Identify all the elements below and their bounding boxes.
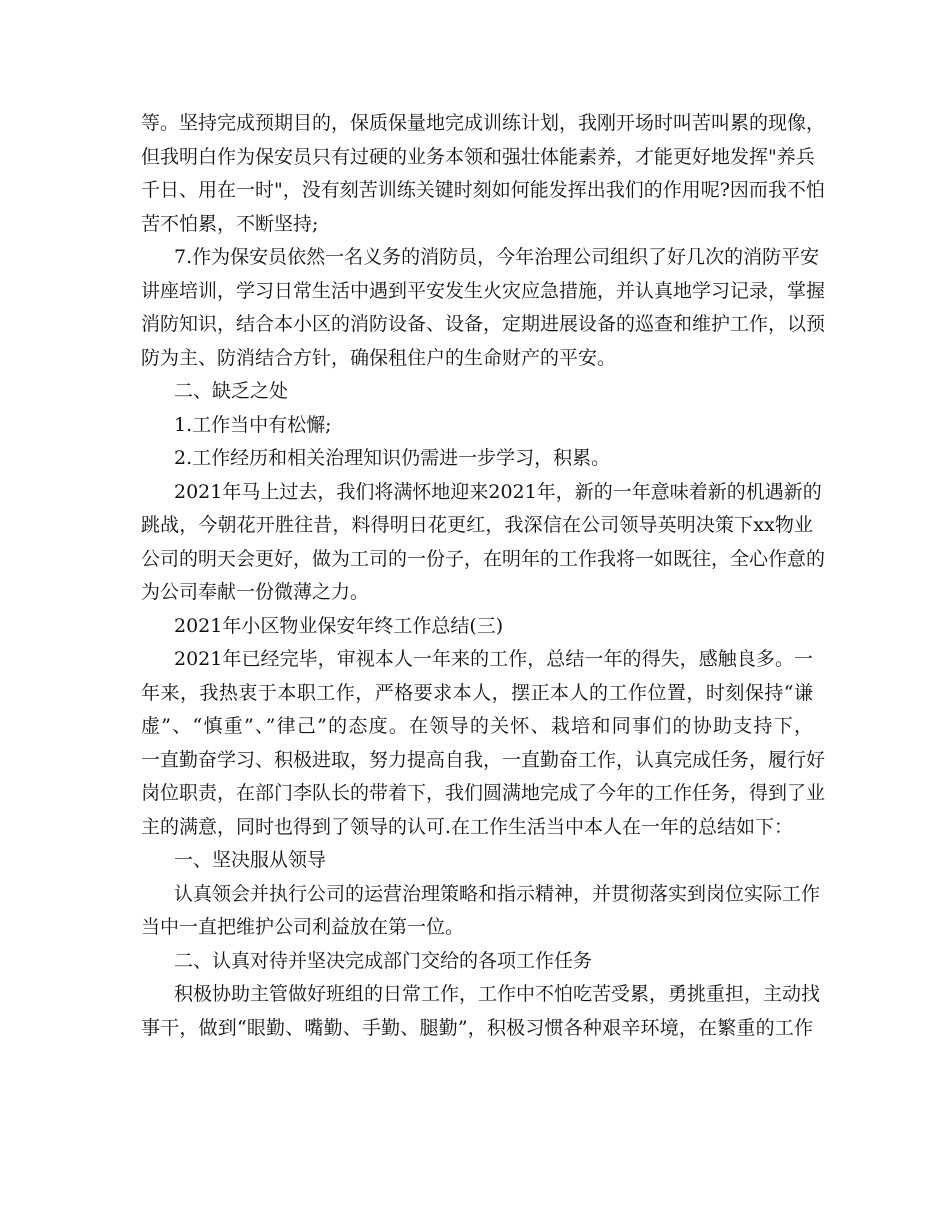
text-line: 跳战，今朝花开胜往昔，料得明日花更红，我深信在公司领导英明决策下xx物业: [141, 514, 813, 536]
text-line: 2021年马上过去，我们将满怀地迎来2021年，新的一年意味着新的机遇新的: [174, 480, 822, 503]
section-heading: 一、坚决服从领导: [174, 849, 327, 871]
text-line: 7.作为保安员依然一名义务的消防员，今年治理公司组织了好几次的消防平安: [174, 246, 820, 268]
text-line: 讲座培训，学习日常生活中遇到平安发生火灾应急措施，并认真地学习记录，掌握: [141, 279, 826, 302]
text-line: 年来，我热衷于本职工作，严格要求本人，摆正本人的工作位置，时刻保持“谦: [141, 681, 813, 704]
text-line: 消防知识，结合本小区的消防设备、设备，定期进展设备的巡查和维护工作，以预: [141, 313, 826, 335]
text-line: 认真领会并执行公司的运营治理策略和指示精神，并贯彻落实到岗位实际工作: [174, 882, 821, 905]
text-line: 2.工作经历和相关治理知识仍需进一步学习，积累。: [174, 447, 611, 469]
text-line: 主的满意，同时也得到了领导的认可.在工作生活当中本人在一年的总结如下：: [141, 815, 794, 838]
section-heading: 二、缺乏之处: [174, 380, 289, 402]
text-line: 公司的明天会更好，做为工司的一份子，在明年的工作我将一如既往，全心作意的: [141, 547, 826, 570]
section-title: 2021年小区物业保安年终工作总结(三): [174, 614, 504, 637]
section-heading: 二、认真对待并坚决完成部门交给的各项工作任务: [174, 949, 593, 972]
text-line: 虚”、“慎重”、”律己”的态度。在领导的关怀、栽培和同事们的协助支持下，: [141, 715, 813, 737]
text-line: 积极协助主管做好班组的日常工作，工作中不怕吃苦受累，勇挑重担，主动找: [174, 983, 821, 1005]
text-line: 千日、用在一时"，没有刻苦训练关键时刻如何能发挥出我们的作用呢?因而我不怕: [141, 179, 825, 201]
document-body: [141, 107, 826, 1045]
text-line: 等。坚持完成预期目的，保质保量地完成训练计划，我刚开场时叫苦叫累的现像，: [141, 112, 826, 134]
text-line: 防为主、防消结合方针，确保租住户的生命财产的平安。: [141, 346, 617, 369]
text-line: 1.工作当中有松懈;: [174, 413, 332, 436]
text-line: 当中一直把维护公司利益放在第一位。: [141, 916, 465, 938]
text-line: 2021年已经完毕，审视本人一年来的工作，总结一年的得失，感触良多。一: [174, 648, 813, 670]
text-line: 岗位职责，在部门李队长的带着下，我们圆满地完成了今年的工作任务，得到了业: [141, 782, 826, 804]
text-line: 苦不怕累，不断坚持;: [141, 212, 319, 235]
text-line: 但我明白作为保安员只有过硬的业务本领和强壮体能素养，才能更好地发挥"养兵: [141, 145, 815, 168]
text-line: 一直勤奋学习、积极进取，努力提高自我，一直勤奋工作，认真完成任务，履行好: [141, 748, 826, 771]
text-line: 为公司奉献一份微薄之力。: [141, 581, 370, 603]
text-line: 事干，做到“眼勤、嘴勤、手勤、腿勤”，积极习惯各种艰辛环境，在繁重的工作: [141, 1016, 813, 1039]
